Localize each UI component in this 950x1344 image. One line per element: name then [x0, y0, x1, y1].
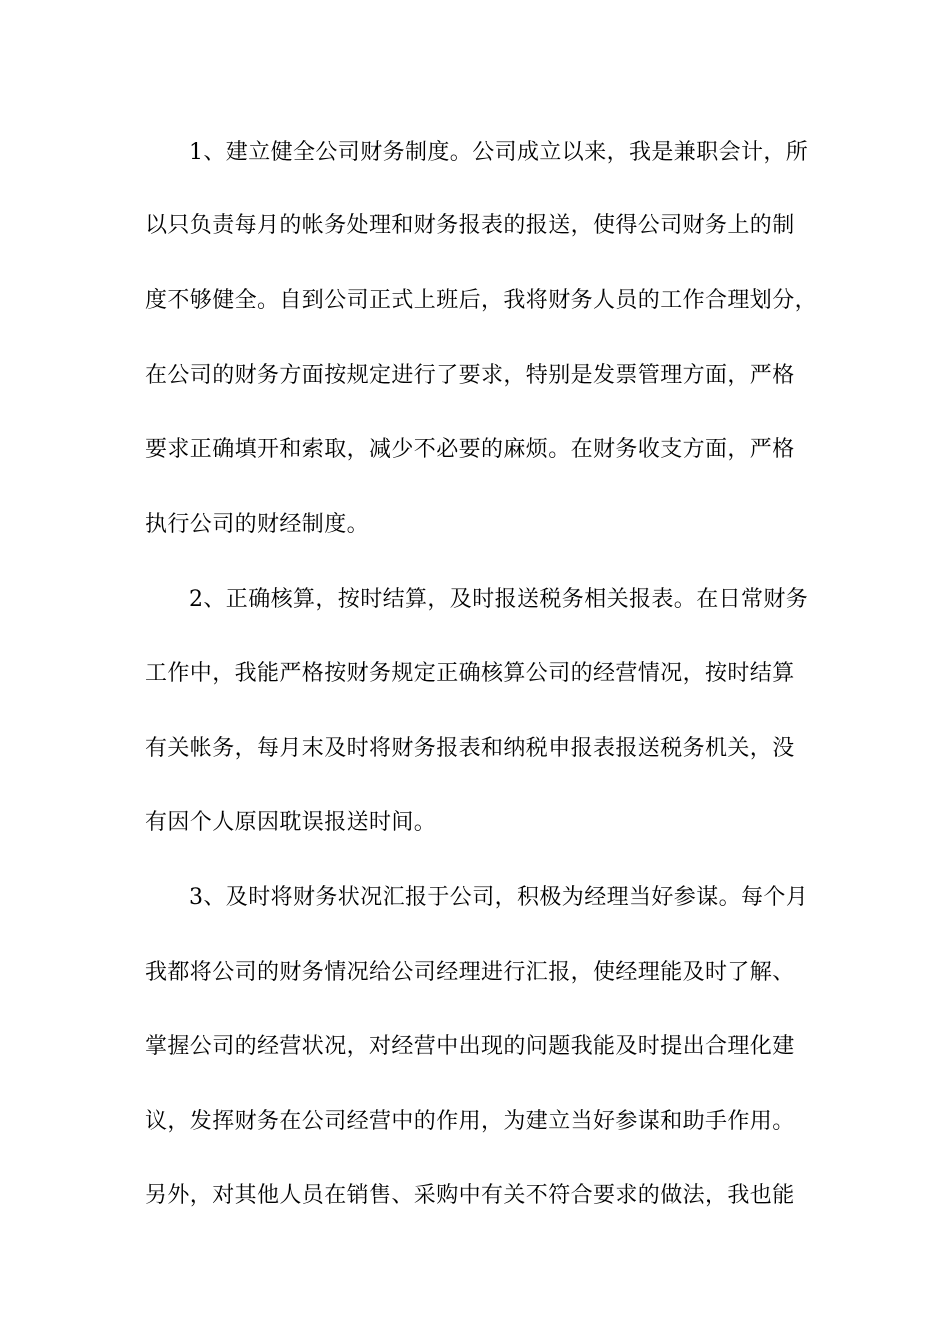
text-line: 掌握公司的经营状况，对经营中出现的问题我能及时提出合理化建 — [145, 1034, 795, 1059]
text-line: 以只负责每月的帐务处理和财务报表的报送，使得公司财务上的制 — [145, 213, 795, 238]
text-line: 我都将公司的财务情况给公司经理进行汇报，使经理能及时了解、 — [145, 960, 795, 985]
text-line: 工作中，我能严格按财务规定正确核算公司的经营情况，按时结算 — [145, 661, 795, 686]
text-line: 执行公司的财经制度。 — [145, 512, 370, 537]
text-line: 议，发挥财务在公司经营中的作用，为建立当好参谋和助手作用。 — [145, 1109, 795, 1134]
text-line: 有因个人原因耽误报送时间。 — [145, 810, 437, 835]
text-line: 1、建立健全公司财务制度。公司成立以来，我是兼职会计，所 — [189, 140, 809, 165]
text-line: 要求正确填开和索取，减少不必要的麻烦。在财务收支方面，严格 — [145, 437, 795, 462]
text-line: 2、正确核算，按时结算，及时报送税务相关报表。在日常财务 — [189, 587, 809, 612]
text-line: 有关帐务，每月末及时将财务报表和纳税申报表报送税务机关，没 — [145, 736, 795, 761]
text-line: 在公司的财务方面按规定进行了要求，特别是发票管理方面，严格 — [145, 363, 795, 388]
text-line: 度不够健全。自到公司正式上班后，我将财务人员的工作合理划分， — [145, 288, 818, 313]
text-line: 另外，对其他人员在销售、采购中有关不符合要求的做法，我也能 — [145, 1183, 795, 1208]
text-line: 3、及时将财务状况汇报于公司，积极为经理当好参谋。每个月 — [189, 885, 809, 910]
